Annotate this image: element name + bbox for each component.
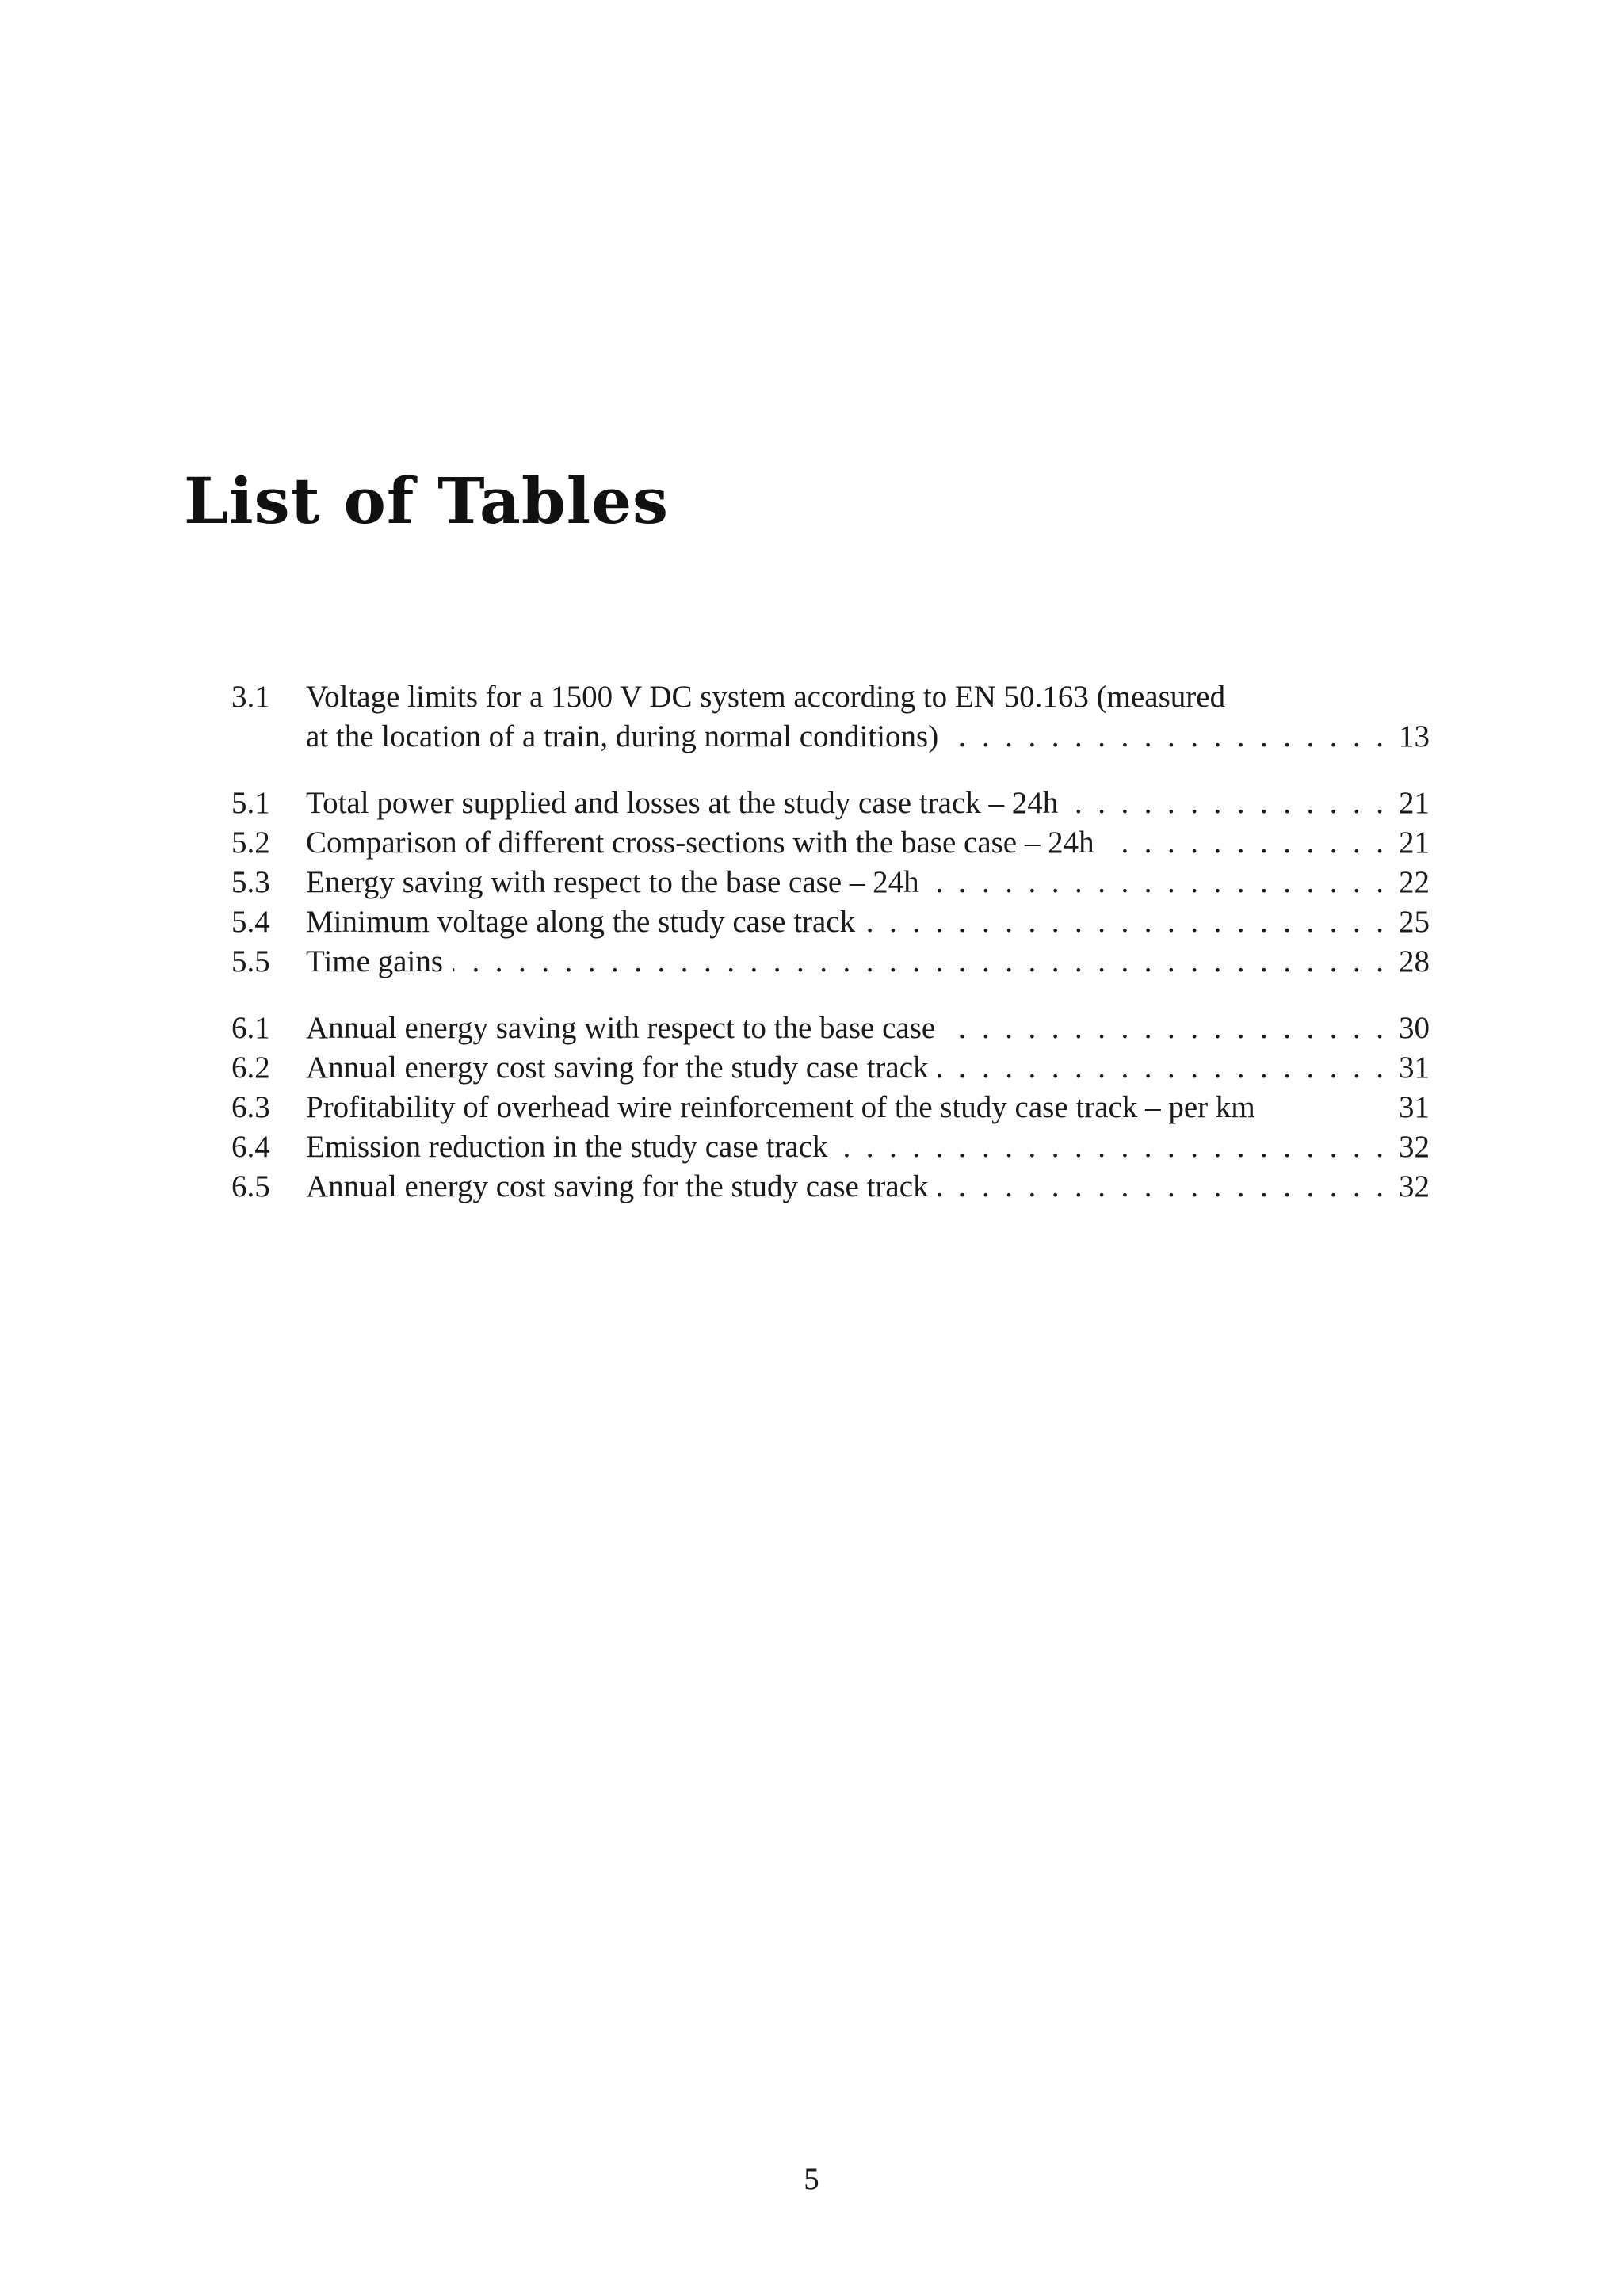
- dot-leader: [929, 863, 1384, 902]
- table-caption: Energy saving with respect to the base case – 24h: [306, 865, 919, 899]
- table-number: 6.2: [231, 1051, 270, 1085]
- table-number: 5.2: [231, 826, 270, 860]
- list-of-tables: [231, 677, 1430, 1234]
- dot-leader: [938, 1167, 1384, 1207]
- table-entry-6-4[interactable]: [231, 1127, 1430, 1167]
- chapter-5-group: [231, 784, 1430, 982]
- chapter-6-group: [231, 1009, 1430, 1207]
- dot-leader: [948, 717, 1384, 757]
- table-caption: Profitability of overhead wire reinforcement of the study case track – per km: [306, 1090, 1255, 1124]
- page-ref: 22: [1399, 865, 1430, 899]
- table-entry-5-5[interactable]: [231, 942, 1430, 982]
- table-number: 5.1: [231, 786, 270, 820]
- dot-leader: [838, 1127, 1384, 1167]
- page-number: 5: [804, 2162, 819, 2196]
- table-entry-6-2[interactable]: [231, 1048, 1430, 1088]
- table-number: 6.5: [231, 1169, 270, 1203]
- page-ref: 31: [1399, 1051, 1430, 1085]
- table-entry-6-3[interactable]: [231, 1088, 1430, 1127]
- table-caption: Emission reduction in the study case track: [306, 1130, 828, 1164]
- table-entry-5-1[interactable]: [231, 784, 1430, 823]
- page-title: List of Tables: [184, 463, 670, 538]
- page-ref: 31: [1399, 1090, 1430, 1124]
- table-number: 5.3: [231, 865, 270, 899]
- table-entry-3-1[interactable]: [231, 677, 1430, 757]
- table-caption: Annual energy cost saving for the study case track: [306, 1169, 929, 1203]
- table-entry-6-1[interactable]: [231, 1009, 1430, 1048]
- table-entry-6-5[interactable]: [231, 1167, 1430, 1207]
- dot-leader: [1104, 823, 1384, 863]
- chapter-3-group: [231, 677, 1430, 757]
- table-caption: Comparison of different cross-sections with the base case – 24h: [306, 826, 1094, 860]
- table-caption-line-2: at the location of a train, during normal conditions): [306, 719, 939, 753]
- page-ref: 30: [1399, 1011, 1430, 1045]
- dot-leader: [945, 1009, 1384, 1048]
- table-caption: Annual energy cost saving for the study case track: [306, 1051, 929, 1085]
- table-entry-5-3[interactable]: [231, 863, 1430, 902]
- table-caption: Minimum voltage along the study case track: [306, 905, 856, 939]
- table-caption: Total power supplied and losses at the study case track – 24h: [306, 786, 1059, 820]
- page-ref: 25: [1399, 905, 1430, 939]
- table-caption-line-1: Voltage limits for a 1500 V DC system according to EN 50.163 (measured: [306, 680, 1226, 714]
- table-number: 5.5: [231, 944, 270, 978]
- table-entry-5-4[interactable]: [231, 902, 1430, 942]
- table-number: 6.4: [231, 1130, 270, 1164]
- page-ref: 13: [1399, 719, 1430, 753]
- table-caption: Time gains: [306, 944, 444, 978]
- page-ref: 28: [1399, 944, 1430, 978]
- table-number: 3.1: [231, 680, 270, 714]
- page-ref: 21: [1399, 786, 1430, 820]
- page-ref: 32: [1399, 1169, 1430, 1203]
- table-number: 6.3: [231, 1090, 270, 1124]
- dot-leader: [938, 1048, 1384, 1088]
- page-ref: 32: [1399, 1130, 1430, 1164]
- dot-leader: [453, 942, 1384, 982]
- table-caption: Annual energy saving with respect to the base case: [306, 1011, 936, 1045]
- page-ref: 21: [1399, 826, 1430, 860]
- dot-leader: [1067, 784, 1384, 823]
- dot-leader: [865, 902, 1384, 942]
- table-number: 5.4: [231, 905, 270, 939]
- table-number: 6.1: [231, 1011, 270, 1045]
- table-entry-5-2[interactable]: [231, 823, 1430, 863]
